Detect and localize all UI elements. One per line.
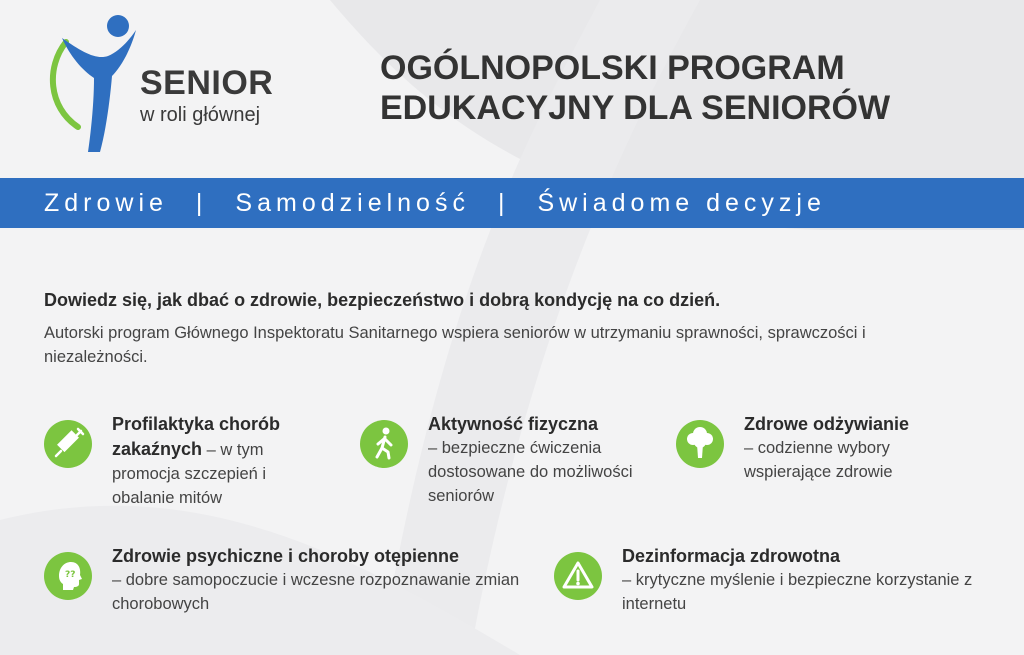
slogan-text xyxy=(44,189,826,218)
topic-text xyxy=(622,544,982,616)
intro-text: Autorski program Głównego Inspektoratu Sanitarnego wspiera seniorów w utrzymaniu sprawności, sprawczości i niezależności. xyxy=(44,324,866,366)
broccoli-icon xyxy=(676,420,724,468)
logo xyxy=(44,12,324,157)
topic-text xyxy=(428,412,658,508)
walking-person-icon xyxy=(360,420,408,468)
topic-title: Profilaktyka chorób zakaźnych xyxy=(112,414,281,459)
topic-title: Dezinformacja zdrowotna xyxy=(622,546,841,566)
header xyxy=(0,0,1024,178)
topic-text xyxy=(744,412,974,484)
svg-text:??: ?? xyxy=(65,570,76,580)
page-title xyxy=(380,48,1000,128)
slogan-item-independence: Samodzielność xyxy=(235,188,470,217)
topic-title: Aktywność fizyczna xyxy=(428,414,599,434)
topic-description: – krytyczne myślenie i bezpieczne korzystanie z internetu xyxy=(622,571,973,613)
topic-description: – bezpieczne ćwiczenia dostosowane do możliwości seniorów xyxy=(428,439,633,505)
page-title-line1: OGÓLNOPOLSKI PROGRAM xyxy=(380,49,845,87)
slogan-item-decisions: Świadome decyzje xyxy=(537,188,826,217)
logo-name: SENIOR xyxy=(140,64,274,102)
topic-text xyxy=(112,412,332,510)
intro-section xyxy=(44,290,994,369)
intro-heading: Dowiedz się, jak dbać o zdrowie, bezpieczeństwo i dobrą kondycję na co dzień. xyxy=(44,290,721,310)
page-title-line2: EDUKACYJNY DLA SENIORÓW xyxy=(380,89,891,127)
slogan-band xyxy=(0,178,1024,228)
topic-title: Zdrowe odżywianie xyxy=(744,414,910,434)
syringe-icon xyxy=(44,420,92,468)
warning-triangle-icon xyxy=(554,552,602,600)
topic-description: – w tym promocja szczepień i obalanie mitów xyxy=(112,441,267,507)
topic-text xyxy=(112,544,572,616)
slogan-separator: | xyxy=(195,188,208,217)
senior-figure-icon xyxy=(44,12,144,157)
slogan-item-health: Zdrowie xyxy=(44,188,168,217)
head-question-icon xyxy=(44,552,92,600)
logo-subtitle: w roli głównej xyxy=(140,104,261,126)
topic-description: – dobre samopoczucie i wczesne rozpoznawanie zmian chorobowych xyxy=(112,571,520,613)
topic-description: – codzienne wybory wspierające zdrowie xyxy=(744,439,893,481)
slogan-separator: | xyxy=(497,188,510,217)
topic-title: Zdrowie psychiczne i choroby otępienne xyxy=(112,546,460,566)
